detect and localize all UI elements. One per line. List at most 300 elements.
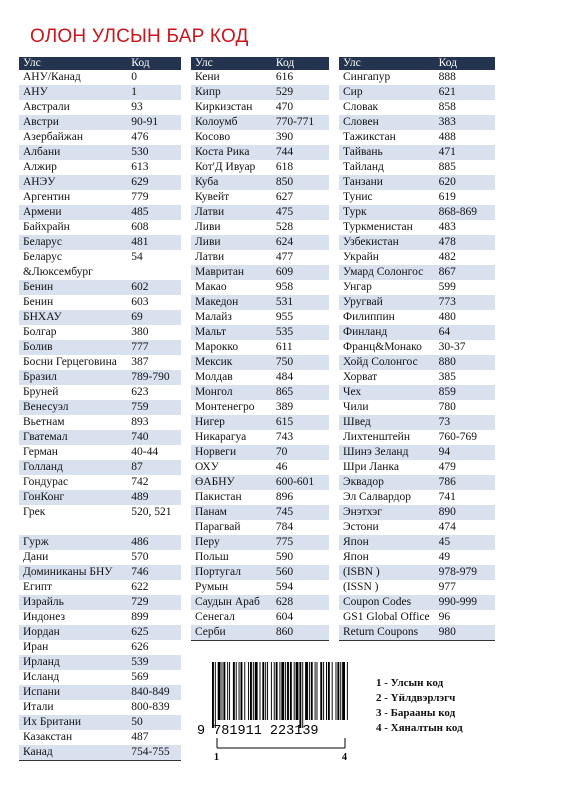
table-row [19,655,181,670]
country-name: Швед [343,416,371,428]
country-code: 1 [131,86,137,98]
country-code: 786 [438,476,456,488]
country-code: 604 [275,611,294,623]
country-name: Украйн [343,251,379,263]
country-name: Ливи [195,221,221,233]
header-country: Улс [23,57,41,69]
table-row [191,295,329,310]
country-name: Коста Рика [195,146,250,158]
header-country: Улс [195,57,213,69]
country-code: 742 [131,476,149,488]
legend-item: 1 - Улсын код [376,677,444,689]
country-name: Иордан [23,626,60,638]
table-row [339,295,495,310]
table-header [191,57,329,70]
country-name: Мавритан [195,266,245,278]
barcode-bar [279,662,280,720]
legend-item: 2 - Үйлдвэрлэгч [376,692,456,704]
country-name: Аргентин [23,191,71,203]
country-code: 616 [275,71,294,83]
table-row [191,460,329,475]
table-row [19,340,181,355]
table-row [191,310,329,325]
table-row [19,535,181,550]
table-row [339,70,495,85]
country-code: 73 [438,416,451,428]
country-code: 893 [131,416,149,428]
barcode-bar [342,662,345,720]
country-name: Coupon Codes [343,596,412,608]
table-row [191,220,329,235]
table-row [339,340,495,355]
country-name: Дани [23,551,49,563]
country-name: Макао [195,281,227,293]
table-row [339,400,495,415]
table-row [191,250,329,265]
country-name: Бенин [23,281,54,293]
country-code: 30-37 [438,341,466,353]
country-name: Иран [23,641,49,653]
table-row [339,580,495,595]
table-row [191,175,329,190]
barcode-bar [244,662,245,720]
header-country: Улс [343,57,361,69]
table-row [339,175,495,190]
country-name: Казакстан [23,731,73,743]
country-name: Узбекистан [343,236,399,248]
table-row [191,280,329,295]
country-name: Лихтенштейн [343,431,410,443]
table-row [19,415,181,430]
table-row [339,250,495,265]
country-name: Хойд Солонгос [343,356,418,368]
table-row [19,505,181,535]
country-code: 569 [131,671,149,683]
country-name: Гватемал [23,431,68,443]
table-row [191,385,329,400]
barcode-label-1: 1 [214,752,219,763]
country-name: Эстони [343,521,379,533]
barcode-bar [309,662,310,720]
table-row [191,325,329,340]
country-name: Байхрайн [23,221,70,233]
country-code: 483 [438,221,456,233]
country-code: 611 [275,341,293,353]
table-row [19,175,181,190]
country-code: 484 [275,371,294,383]
legend-item: 3 - Барааны код [376,707,456,719]
table-row [19,730,181,745]
table-row [191,130,329,145]
country-code: 387 [131,356,149,368]
header-code: Код [275,57,295,69]
country-name: Нигер [195,416,225,428]
country-name: Венесуэл [23,401,69,413]
country-table-2 [191,57,329,641]
country-name: Эквадор [343,476,384,488]
country-name: Гондурас [23,476,69,488]
country-code: 590 [275,551,294,563]
country-code: 867 [438,266,456,278]
country-code: 860 [275,626,294,638]
barcode-bars [212,662,348,728]
country-code: 45 [438,536,451,548]
barcode-bar [239,662,240,720]
country-code: 746 [131,566,149,578]
table-row [339,100,495,115]
table-row [339,475,495,490]
country-code: 529 [275,86,294,98]
country-code: 570 [131,551,149,563]
table-row [19,400,181,415]
country-code: 628 [275,596,294,608]
country-code: 858 [438,101,456,113]
country-name: ОХУ [195,461,219,473]
barcode-bar [323,662,324,720]
country-name: Эл Салвардор [343,491,412,503]
table-row [191,235,329,250]
country-name: Тайланд [343,161,384,173]
country-name: Монгол [195,386,233,398]
table-row [339,115,495,130]
barcode-label-4: 4 [342,752,347,763]
country-name: Серби [195,626,226,638]
country-name: Монтенегро [195,401,255,413]
country-name: Уругвай [343,296,383,308]
barcode-digits: 9 781911 223139 [197,724,319,739]
barcode-bar [233,662,235,720]
table-row [339,280,495,295]
barcode-bar [271,662,272,720]
barcode-bar [250,662,252,720]
country-code: 859 [438,386,456,398]
table-row [19,565,181,580]
barcode-bar [315,662,316,720]
table-row [19,130,181,145]
country-name: Бруней [23,386,59,398]
country-code: 488 [438,131,456,143]
table-row [339,355,495,370]
country-code: 613 [131,161,149,173]
barcode-bar [253,662,254,720]
table-row [19,205,181,220]
table-row [339,595,495,610]
table-header [19,57,181,70]
country-name: Молдав [195,371,233,383]
country-name: Алжир [23,161,57,173]
country-name: Словак [343,101,379,113]
table-row [191,265,329,280]
page-title: ОЛОН УЛСЫН БАР КОД [30,26,249,47]
country-code: 471 [438,146,456,158]
country-name: Их Британи [23,716,82,728]
country-name: Кени [195,71,220,83]
country-name: Умард Солонгос [343,266,424,278]
table-row [19,190,181,205]
table-row [339,430,495,445]
country-name: Перу [195,536,220,548]
table-row [19,595,181,610]
table-row [191,415,329,430]
country-code: 740 [131,431,149,443]
country-code: 977 [438,581,456,593]
table-row [191,190,329,205]
country-name: Доминиканы БНУ [23,566,113,578]
table-row [191,475,329,490]
country-name: Филиппин [343,311,395,323]
country-name: Македон [195,296,239,308]
country-name: Киркизстан [195,101,253,113]
table-row [19,355,181,370]
country-code: 603 [131,296,149,308]
table-row [339,610,495,625]
country-name: Болгар [23,326,57,338]
country-name: Беларус &Люксембург [23,251,93,278]
country-code: 775 [275,536,294,548]
table-row [191,370,329,385]
country-name: Азербайжан [23,131,84,143]
table-row [339,415,495,430]
barcode-bar [305,662,308,720]
country-name: Армени [23,206,62,218]
barcode-bar [241,662,243,720]
table-row [19,445,181,460]
country-name: Канад [23,746,53,758]
barcode-bar [336,662,337,720]
country-code: 620 [438,176,456,188]
barcode-bar [294,662,295,720]
country-code: 93 [131,101,143,113]
country-code: 600-601 [275,476,315,488]
table-row [191,610,329,625]
table-row [19,310,181,325]
country-code: 487 [131,731,149,743]
country-name: Косово [195,131,231,143]
country-code: 624 [275,236,294,248]
barcode-bar [311,662,313,720]
country-code: 880 [438,356,456,368]
country-name: АНУ/Канад [23,71,81,83]
country-code: 486 [131,536,149,548]
country-name: ӨАБНУ [195,476,235,488]
country-name: Кот'Д Ивуар [195,161,256,173]
country-code: 530 [131,146,149,158]
table-row [339,550,495,565]
table-row [19,70,181,85]
table-row [19,700,181,715]
table-row [191,115,329,130]
country-code: 380 [131,326,149,338]
country-code: 888 [438,71,456,83]
country-name: Норвеги [195,446,237,458]
country-name: Израйль [23,596,64,608]
country-code: 49 [438,551,451,563]
country-code: 383 [438,116,456,128]
barcode-bar [317,662,318,720]
table-row [191,445,329,460]
country-name: Малайз [195,311,232,323]
table-row [19,100,181,115]
table-row [191,535,329,550]
country-name: Сенегал [195,611,235,623]
country-code: 626 [131,641,149,653]
header-code: Код [131,57,150,69]
barcode-bar [265,662,266,720]
country-name: Шинэ Зеланд [343,446,409,458]
country-name: Франц&Монако [343,341,422,353]
country-name: Пакистан [195,491,242,503]
country-name: Тажикстан [343,131,396,143]
table-row [19,220,181,235]
country-code: 629 [131,176,149,188]
table-row [19,745,181,760]
table-row [191,430,329,445]
table-row [19,85,181,100]
country-name: Чех [343,386,362,398]
country-name: Голланд [23,461,63,473]
barcode-bar [285,662,286,720]
country-name: Латви [195,206,225,218]
country-code: 390 [275,131,294,143]
country-code: 69 [131,311,143,323]
barcode-bar [299,662,301,728]
table-row [19,490,181,505]
table-row [339,385,495,400]
country-code: 87 [131,461,143,473]
country-name: Тайвань [343,146,383,158]
table-row [191,595,329,610]
barcode-bar [328,662,330,720]
country-code: 865 [275,386,294,398]
barcode-bar [215,662,216,728]
table-row [19,295,181,310]
country-name: Саудын Араб [195,596,260,608]
country-name: Болив [23,341,53,353]
table-row [19,670,181,685]
country-code: 980 [438,626,456,638]
table-row [19,550,181,565]
table-row [339,145,495,160]
table-row [191,520,329,535]
table-row [191,580,329,595]
country-name: Шри Ланка [343,461,399,473]
barcode-bar [326,662,327,720]
header-code: Код [438,57,458,69]
table-row [339,490,495,505]
country-name: (ISBN ) [343,566,380,578]
barcode-bar [227,662,228,720]
table-row [19,685,181,700]
country-code: 750 [275,356,294,368]
country-name: Унгар [343,281,372,293]
country-code: 480 [438,311,456,323]
country-code: 789-790 [131,371,170,383]
barcode-legend [376,676,463,736]
country-code: 482 [438,251,456,263]
table-row [339,190,495,205]
country-code: 594 [275,581,294,593]
barcode-image [195,658,355,768]
table-row [19,640,181,655]
country-name: Словен [343,116,379,128]
table-row [339,445,495,460]
barcode-bar [222,662,223,720]
country-code: 885 [438,161,456,173]
country-code: 850 [275,176,294,188]
table-row [339,325,495,340]
country-code: 621 [438,86,456,98]
country-code: 50 [131,716,143,728]
table-row [339,505,495,520]
table-row [191,625,329,640]
country-name: Тунис [343,191,373,203]
country-name: Гурж [23,536,49,548]
country-code: 899 [131,611,149,623]
country-name: Колоумб [195,116,238,128]
barcode-bar [347,662,348,720]
country-name: Австри [23,116,59,128]
country-code: 535 [275,326,294,338]
country-code: 622 [131,581,149,593]
table-row [339,235,495,250]
barcode-bar [262,662,264,720]
country-name: Кипр [195,86,221,98]
table-row [19,250,181,280]
country-code: 615 [275,416,294,428]
country-code: 741 [438,491,456,503]
country-code: 840-849 [131,686,170,698]
country-code: 890 [438,506,456,518]
country-name: Сингапур [343,71,391,83]
table-row [191,400,329,415]
country-code: 729 [131,596,149,608]
country-code: 599 [438,281,456,293]
barcode-bar [260,662,261,720]
country-name: Мексик [195,356,233,368]
country-name: Португал [195,566,241,578]
country-code: 40-44 [131,446,159,458]
country-name: Сир [343,86,363,98]
country-name: Беларус [23,236,63,248]
table-row [339,310,495,325]
country-name: Албани [23,146,61,158]
country-code: 745 [275,506,294,518]
country-name: Турк [343,206,367,218]
country-table-3 [339,57,495,641]
country-code: 479 [438,461,456,473]
table-row [19,115,181,130]
country-name: Латви [195,251,225,263]
barcode-bar [332,662,333,720]
country-name: Итали [23,701,54,713]
table-row [191,355,329,370]
table-row [191,340,329,355]
table-row [191,100,329,115]
country-code: 955 [275,311,294,323]
country-name: Чили [343,401,369,413]
table-row [19,610,181,625]
country-name: Вьетнам [23,416,65,428]
country-name: Австрали [23,101,70,113]
table-row [19,280,181,295]
barcode-bar [320,662,322,720]
table-row [339,85,495,100]
barcode-bar [236,662,237,720]
country-name: Парагвай [195,521,241,533]
country-name: Египт [23,581,53,593]
table-row [339,160,495,175]
country-code: 770-771 [275,116,315,128]
